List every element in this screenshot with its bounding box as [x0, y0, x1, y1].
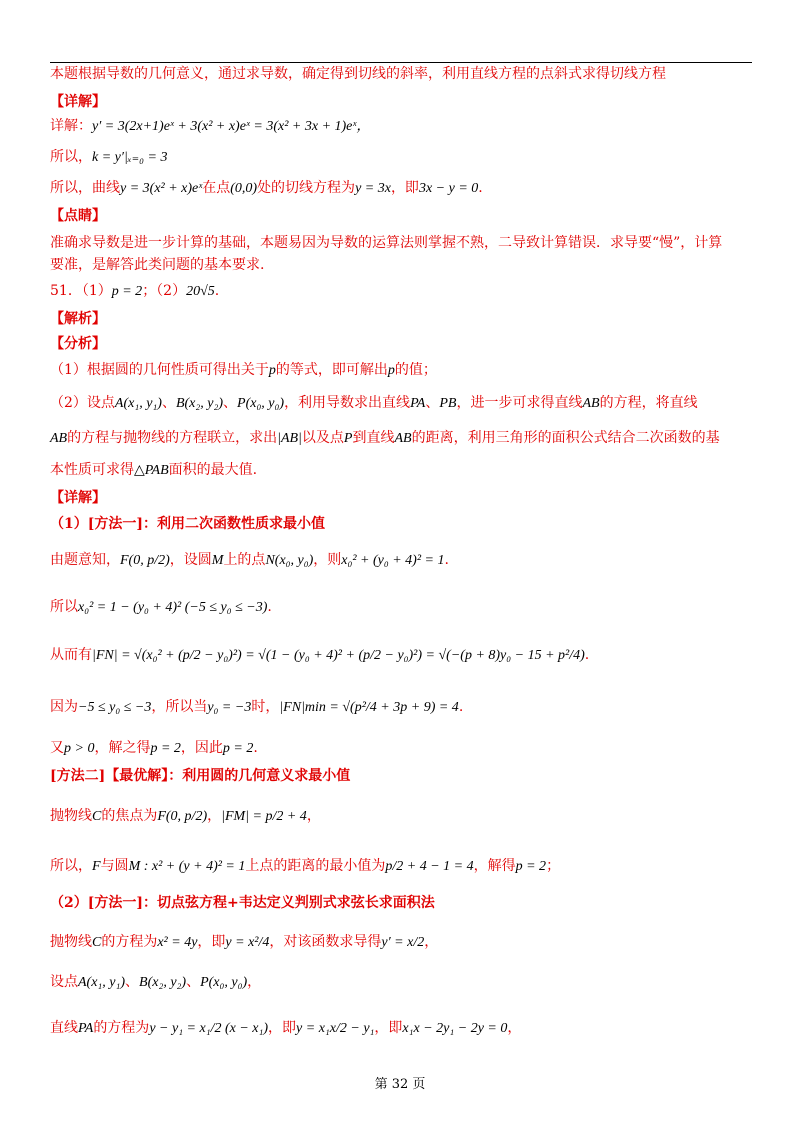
section-heading: 【解析】: [50, 311, 106, 327]
text-line: AB的方程与抛物线的方程联立，求出|AB|以及点P到直线AB的距离，利用三角形的面积公式结合二次函数的基: [50, 430, 720, 446]
text-line: 所以，曲线y = 3(x² + x)eˣ在点(0,0)处的切线方程为y = 3x，即3x − y = 0.: [50, 180, 483, 196]
section-heading: 【详解】: [50, 490, 106, 506]
text-line: 详解：y′ = 3(2x+1)eˣ + 3(x² + x)eˣ = 3(x² + 3x + 1)eˣ，: [50, 118, 371, 134]
text-line: 从而有|FN| = √(x₀² + (p/2 − y₀)²) = √(1 − (y₀ + 4)² + (p/2 − y₀)²) = √(−(p + 8)y₀ − 15 + p²/4).: [50, 647, 590, 663]
text-line: 准确求导数是进一步计算的基础，本题易因为导数的运算法则掌握不熟，二导致计算错误．求导要“慢”，计算: [50, 235, 723, 251]
text-line: 所以，k = y′|ₓ₌₀ = 3: [50, 149, 168, 165]
text-line: （2）设点A(x₁, y₁)、B(x₂, y₂)、P(x₀, y₀)，利用导数求出直线PA、PB，进一步可求得直线AB的方程，将直线: [50, 395, 698, 411]
page-number: 第 32 页: [374, 1077, 426, 1092]
text-line: 因为−5 ≤ y₀ ≤ −3，所以当y₀ = −3时，|FN|min = √(p²/4 + 3p + 9) = 4.: [50, 699, 464, 715]
text-line: 所以，F与圆M : x² + (y + 4)² = 1上点的距离的最小值为p/2 + 4 − 1 = 4，解得p = 2；: [50, 858, 561, 874]
answer-line: 51．（1）p = 2；（2）20√5.: [50, 283, 220, 299]
text-line: 本性质可求得△PAB面积的最大值.: [50, 462, 258, 478]
method-heading: [方法二]【最优解】：利用圆的几何意义求最小值: [50, 768, 351, 784]
text-line: 直线PA的方程为y − y₁ = x₁/2 (x − x₁)，即y = x₁x/2 − y₁，即x₁x − 2y₁ − 2y = 0，: [50, 1020, 522, 1036]
section-heading: 【点睛】: [50, 208, 106, 224]
text-line: 抛物线C的方程为x² = 4y，即y = x²/4，对该函数求导得y′ = x/2，: [50, 934, 439, 950]
section-heading: 【分析】: [50, 336, 106, 352]
text-line: 又p > 0，解之得p = 2，因此p = 2.: [50, 740, 258, 756]
text-line: （1）根据圆的几何性质可得出关于p的等式，即可解出p的值；: [50, 362, 437, 378]
method-heading: （2）[方法一]：切点弦方程+韦达定义判别式求弦长求面积法: [50, 895, 435, 911]
text-line: 抛物线C的焦点为F(0, p/2)，|FM| = p/2 + 4，: [50, 808, 321, 824]
text-line: 本题根据导数的几何意义，通过求导数，确定得到切线的斜率，利用直线方程的点斜式求得切线方程: [50, 66, 666, 82]
section-heading: 【详解】: [50, 94, 106, 110]
text-line: 所以x₀² = 1 − (y₀ + 4)² (−5 ≤ y₀ ≤ −3).: [50, 599, 272, 615]
text-line: 设点A(x₁, y₁)、B(x₂, y₂)、P(x₀, y₀)，: [50, 974, 262, 990]
text-line: 要准，是解答此类问题的基本要求.: [50, 257, 265, 273]
text-line: 由题意知，F(0, p/2)，设圆M上的点N(x₀, y₀)，则x₀² + (y₀ + 4)² = 1.: [50, 552, 449, 568]
header-rule: [50, 62, 752, 63]
method-heading: （1）[方法一]：利用二次函数性质求最小值: [50, 516, 325, 532]
